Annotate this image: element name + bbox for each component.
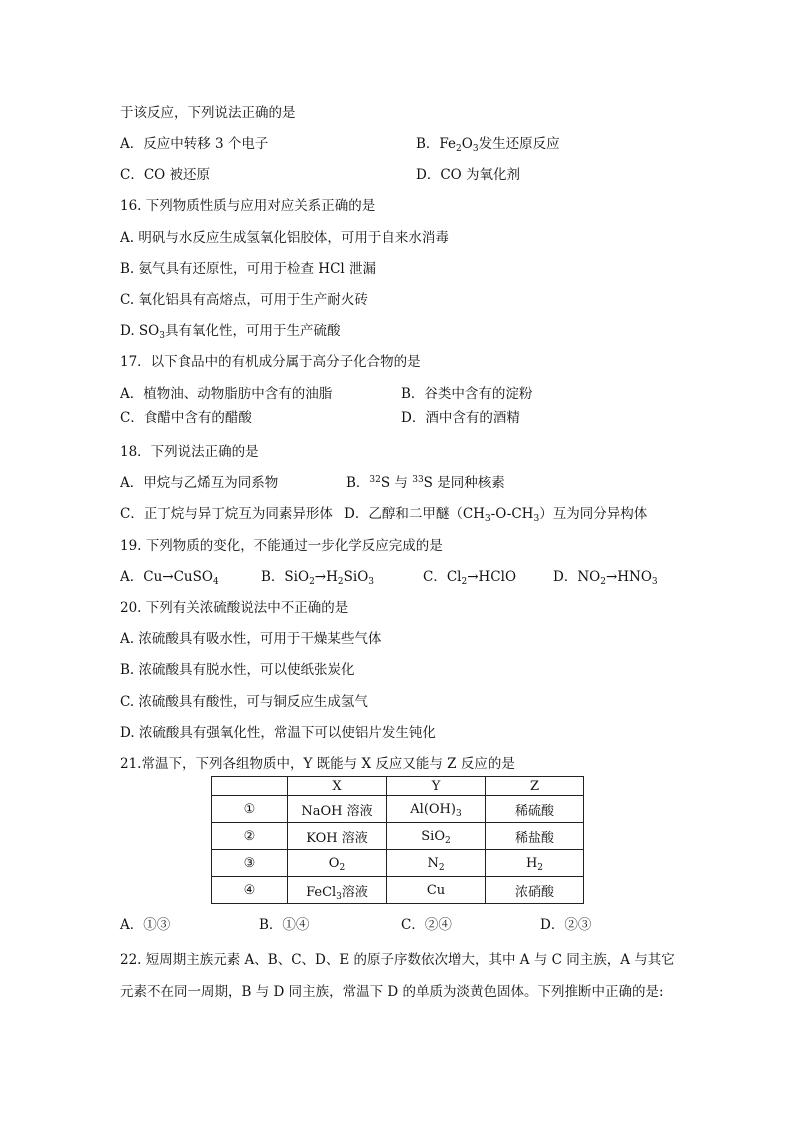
q17-option-d: D．酒中含有的酒精 <box>401 410 520 426</box>
table-cell: $N_2$ <box>387 850 486 877</box>
table-cell: NaOH 溶液 <box>288 796 387 823</box>
table-cell: 稀硫酸 <box>486 796 584 823</box>
q21-table <box>211 776 584 904</box>
table-cell: 浓硝酸 <box>486 877 584 904</box>
q16-option-c: C. 氧化铝具有高熔点，可用于生产耐火砖 <box>120 292 368 308</box>
q18-option-b: B．$^{32}$S 与 $^{33}$S 是同种核素 <box>346 475 505 491</box>
q18-option-a: A．甲烷与乙烯互为同系物 <box>120 475 279 491</box>
table-cell: Cu <box>387 877 486 904</box>
q16-option-d: D. $SO_3$具有氧化性，可用于生产硫酸 <box>120 323 341 341</box>
q19-option-b: B．$SiO_2\to H_2SiO_3$ <box>261 569 374 587</box>
table-cell: KOH 溶液 <box>288 823 387 850</box>
q17-option-a: A．植物油、动物脂肪中含有的油脂 <box>120 386 333 402</box>
q20-option-d: D. 浓硫酸具有强氧化性，常温下可以使铝片发生钝化 <box>120 725 436 741</box>
q22-line-2: 元素不在同一周期，B 与 D 同主族，常温下 D 的单质为淡黄色固体。下列推断中正确的是: <box>120 984 664 1000</box>
table-header-cell: Z <box>486 777 584 796</box>
q19-option-a: A．Cu→CuSO$_4$ <box>120 569 219 587</box>
table-row <box>212 796 584 823</box>
q18-stem: 18．下列说法正确的是 <box>120 444 259 460</box>
q15-option-c: C．CO 被还原 <box>120 167 211 183</box>
q20-option-b: B. 浓硫酸具有脱水性，可以使纸张炭化 <box>120 662 355 678</box>
table-row <box>212 850 584 877</box>
q21-option-d: D．②③ <box>540 917 592 933</box>
q16-stem: 16. 下列物质性质与应用对应关系正确的是 <box>120 198 376 214</box>
table-cell: $H_2$ <box>486 850 584 877</box>
table-cell: 稀盐酸 <box>486 823 584 850</box>
table-cell: ① <box>212 796 288 823</box>
q19-option-d: D．$NO_2\to HNO_3$ <box>553 569 658 587</box>
q22-line-1: 22. 短周期主族元素 A、B、C、D、E 的原子序数依次增大，其中 A 与 C 同主族，A 与其它 <box>120 952 675 968</box>
q16-option-a: A. 明矾与水反应生成氢氧化铝胶体，可用于自来水消毒 <box>120 230 449 246</box>
q15-stem: 于该反应，下列说法正确的是 <box>120 105 296 121</box>
q17-stem: 17．以下食品中的有机成分属于高分子化合物的是 <box>120 354 421 370</box>
table-cell: $O_2$ <box>288 850 387 877</box>
q15-option-a: A．反应中转移 3 个电子 <box>120 136 269 152</box>
q20-stem: 20. 下列有关浓硫酸说法中不正确的是 <box>120 600 349 616</box>
q17-option-c: C．食醋中含有的醋酸 <box>120 410 252 426</box>
table-row <box>212 877 584 904</box>
q19-stem: 19. 下列物质的变化，不能通过一步化学反应完成的是 <box>120 538 443 554</box>
table-header-row <box>212 777 584 796</box>
q21-option-c: C．②④ <box>401 917 452 933</box>
q20-option-a: A. 浓硫酸具有吸水性，可用于干燥某些气体 <box>120 631 382 647</box>
q21-option-b: B．①④ <box>259 917 310 933</box>
table-cell: SiO$_2$ <box>387 823 486 850</box>
table-cell: FeCl$_3$溶液 <box>288 877 387 904</box>
q21-stem: 21.常温下，下列各组物质中，Y 既能与 X 反应又能与 Z 反应的是 <box>120 756 515 772</box>
q21-option-a: A．①③ <box>120 917 171 933</box>
q18-option-d: D．乙醇和二甲醚$(CH_3-O-CH_3)$互为同分异构体 <box>344 506 648 524</box>
q16-option-b: B. 氨气具有还原性，可用于检查 HCl 泄漏 <box>120 261 377 277</box>
q20-option-c: C. 浓硫酸具有酸性，可与铜反应生成氢气 <box>120 694 368 710</box>
table-header-cell: X <box>288 777 387 796</box>
q15-option-b: B．$Fe_2O_3$发生还原反应 <box>416 136 560 154</box>
table-row <box>212 823 584 850</box>
q17-option-b: B．谷类中含有的淀粉 <box>401 386 533 402</box>
table-cell: ④ <box>212 877 288 904</box>
q15-option-d: D．CO 为氧化剂 <box>416 167 521 183</box>
q19-option-c: C．$Cl_2\to HClO$ <box>423 569 517 587</box>
table-header-cell: Y <box>387 777 486 796</box>
table-header-cell <box>212 777 288 796</box>
q18-option-c: C．正丁烷与异丁烷互为同素异形体 <box>120 506 333 522</box>
table-cell: ② <box>212 823 288 850</box>
table-cell: ③ <box>212 850 288 877</box>
table-cell: $Al(OH)_3$ <box>387 796 486 823</box>
